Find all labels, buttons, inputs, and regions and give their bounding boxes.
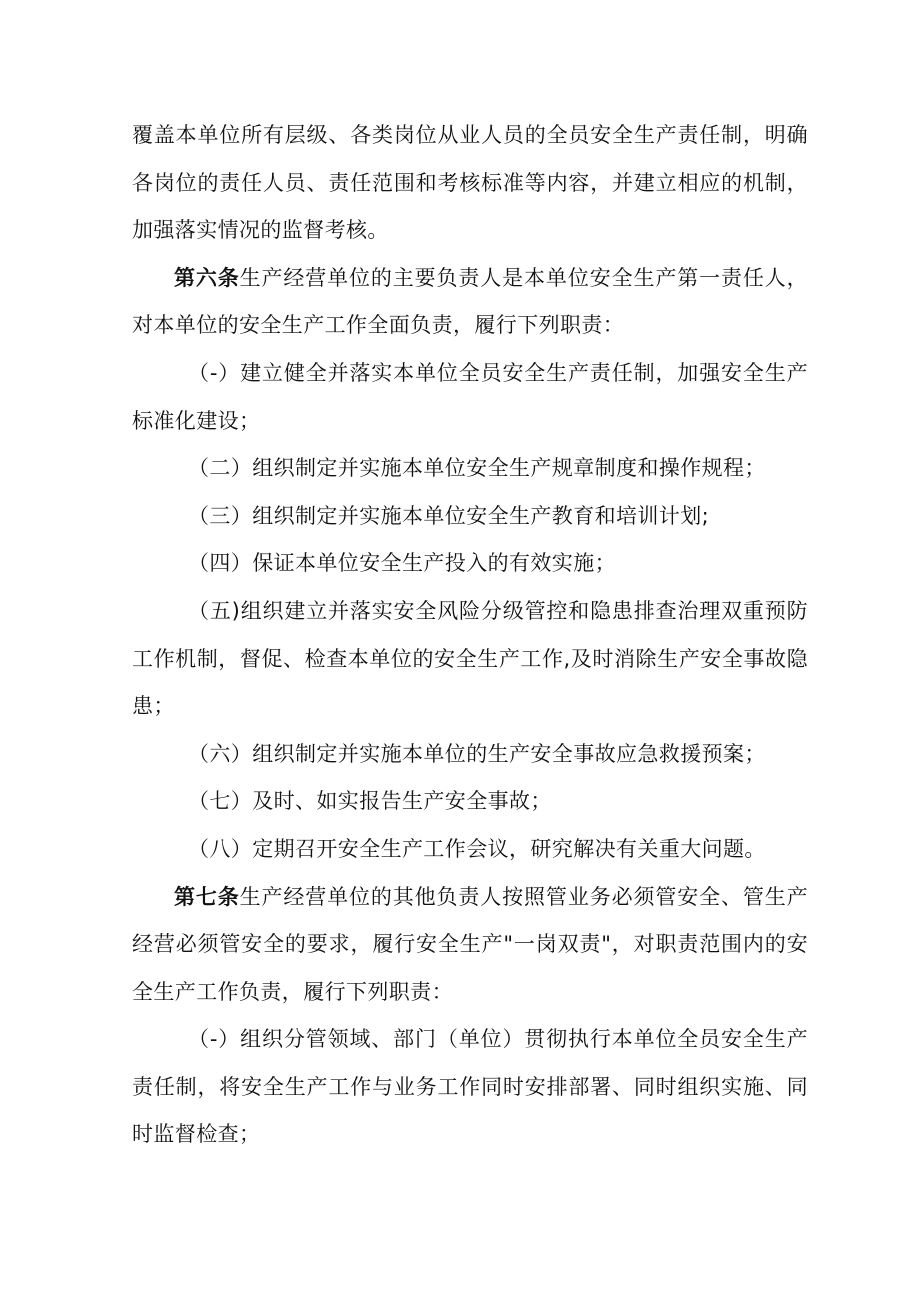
article-6-item-7	[132, 778, 808, 826]
article-7-paragraph	[132, 874, 808, 1017]
paragraph-text: 覆盖本单位所有层级、各类岗位从业人员的全员安全生产责任制，明确各岗位的责任人员、责任范围和考核标准等内容，并建立相应的机制，加强落实情况的监督考核。	[132, 123, 808, 243]
article-heading: 第七条	[174, 884, 240, 909]
item-text: （三）组织制定并实施本单位安全生产教育和培训计划;	[188, 503, 710, 528]
item-text: （二）组织制定并实施本单位安全生产规章制度和操作规程；	[188, 456, 766, 481]
item-text: （八）定期召开安全生产工作会议，研究解决有关重大问题。	[188, 836, 766, 861]
paragraph-continuation	[132, 112, 808, 255]
item-text: （七）及时、如实报告生产安全事故；	[188, 789, 552, 814]
article-6-item-1	[132, 350, 808, 445]
article-7-item-1	[132, 1016, 808, 1159]
article-6-item-5	[132, 588, 808, 731]
article-6-item-2	[132, 445, 808, 493]
item-text: （五)组织建立并落实安全风险分级管控和隐患排查治理双重预防工作机制，督促、检查本单位的安全生产工作,及时消除生产安全事故隐患；	[132, 598, 808, 719]
article-6-item-6	[132, 731, 808, 779]
article-6-item-8	[132, 826, 808, 874]
item-text: （-）建立健全并落实本单位全员安全生产责任制，加强安全生产标准化建设；	[132, 360, 808, 433]
article-6-paragraph	[132, 255, 808, 350]
item-text: （四）保证本单位安全生产投入的有效实施；	[188, 551, 616, 576]
article-heading: 第六条	[174, 265, 240, 290]
paragraph-text: 生产经营单位的主要负责人是本单位安全生产第一责任人，对本单位的安全生产工作全面负责，履行下列职责：	[132, 265, 808, 338]
article-6-item-4	[132, 540, 808, 588]
document-body	[132, 112, 808, 1159]
paragraph-text: 生产经营单位的其他负责人按照管业务必须管安全、管生产经营必须管安全的要求，履行安全生产"一岗双责"，对职责范围内的安全生产工作负责，履行下列职责：	[132, 884, 808, 1004]
item-text: （六）组织制定并实施本单位的生产安全事故应急救援预案；	[188, 741, 766, 766]
article-6-item-3	[132, 493, 808, 541]
item-text: （-）组织分管领域、部门（单位）贯彻执行本单位全员安全生产责任制，将安全生产工作与业务工作同时安排部署、同时组织实施、同时监督检查；	[132, 1027, 808, 1147]
